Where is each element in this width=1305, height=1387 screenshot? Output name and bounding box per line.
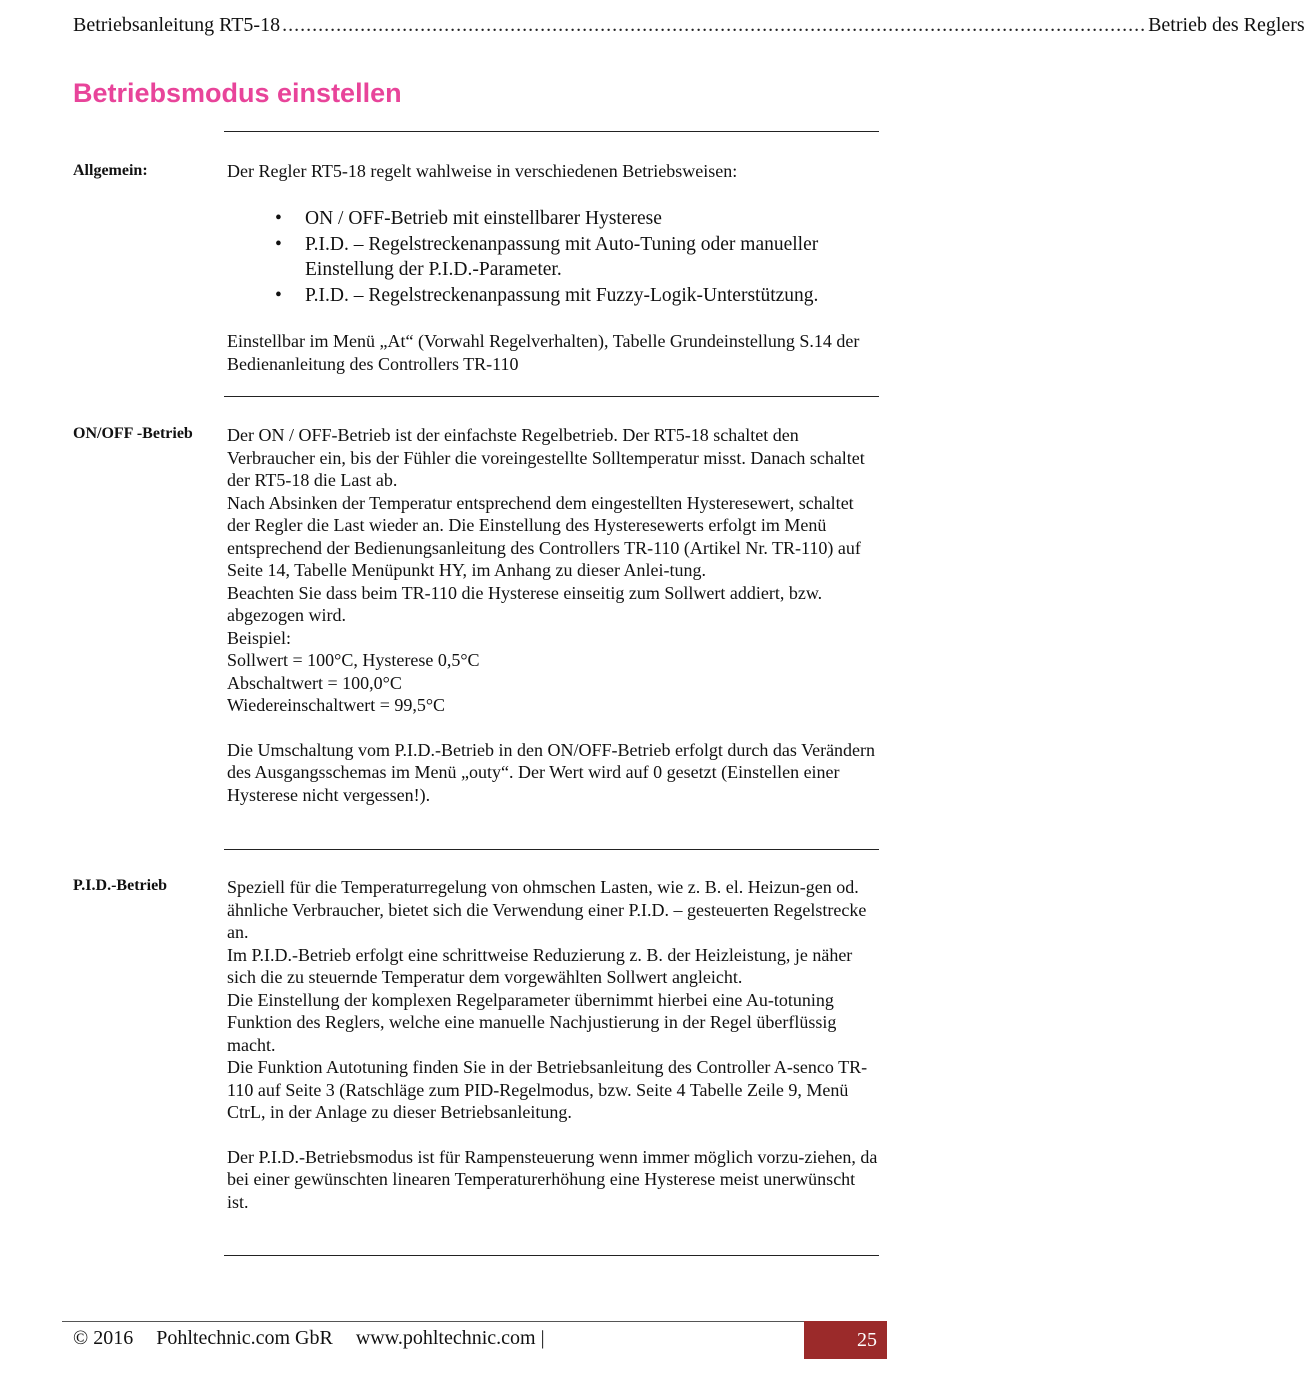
pid-p5: Der P.I.D.-Betriebsmodus ist für Rampensteuerung wenn immer möglich vorzu-ziehen, da bei einer gewünschten linearen Temperaturerhöhung eine Hysterese meist unerwünscht ist. xyxy=(227,1146,878,1212)
bullet-icon: • xyxy=(275,284,282,306)
onoff-body xyxy=(227,424,879,806)
section-label-pid: P.I.D.-Betrieb xyxy=(73,877,168,894)
section-label-allgemein: Allgemein: xyxy=(73,162,148,179)
divider-4 xyxy=(224,1255,879,1256)
onoff-p6: Abschaltwert = 100,0°C xyxy=(227,672,402,693)
list-item: • P.I.D. – Regelstreckenanpassung mit Fuzzy-Logik-Unterstützung. xyxy=(275,283,885,309)
pid-p3: Die Einstellung der komplexen Regelparameter übernimmt hierbei eine Au-totuning Funktion des Reglers, welche eine manuelle Nachjustierung in der Regel überflüssig macht. xyxy=(227,989,837,1055)
footer-company: Pohltechnic.com GbR xyxy=(156,1327,333,1349)
header-leader-dots: ................................................................................................................................................ xyxy=(282,14,1147,36)
footer-rule xyxy=(62,1321,804,1322)
footer-copyright: © 2016 xyxy=(73,1327,134,1349)
running-header xyxy=(73,14,1305,37)
page-number: 25 xyxy=(804,1321,887,1359)
allgemein-intro xyxy=(227,160,879,183)
divider-3 xyxy=(224,849,879,850)
pid-body xyxy=(227,876,879,1213)
onoff-p7: Wiedereinschaltwert = 99,5°C xyxy=(227,695,446,715)
onoff-p1: Der ON / OFF-Betrieb ist der einfachste Regelbetrieb. Der RT5-18 schaltet den Verbraucher ein, bis der Fühler die voreingestellte Solltemperatur misst. Danach schaltet der RT5-18 die Last ab. xyxy=(227,425,865,490)
bullet-icon: • xyxy=(275,233,282,255)
section-label-onoff: ON/OFF -Betrieb xyxy=(73,425,193,442)
pid-p2: Im P.I.D.-Betrieb erfolgt eine schrittweise Reduzierung z. B. der Heizleistung, je näher sich die zu steuernde Temperatur dem vorgewählten Sollwert angleicht. xyxy=(227,944,853,987)
pid-p4: Die Funktion Autotuning finden Sie in der Betriebsanleitung des Controller A-senco TR-110 auf Seite 3 (Ratschläge zum PID-Regelmodus, bzw. Seite 4 Tabelle Zeile 9, Menü CtrL, in der Anlage zu dieser Betriebsanleitung. xyxy=(227,1057,868,1122)
list-item: • P.I.D. – Regelstreckenanpassung mit Auto-Tuning oder manueller Einstellung der P.I.D.-Parameter. xyxy=(275,233,819,280)
allgemein-intro-text: Der Regler RT5-18 regelt wahlweise in verschiedenen Betriebsweisen: xyxy=(227,161,738,181)
onoff-p5: Sollwert = 100°C, Hysterese 0,5°C xyxy=(227,650,480,670)
page-title: Betriebsmodus einstellen xyxy=(73,78,402,108)
onoff-p2: Nach Absinken der Temperatur entsprechend dem eingestellten Hysteresewert, schaltet der Regler die Last wieder an. Die Einstellung des Hysteresewerts erfolgt im Menü entsprechend der Bedienungsanleitung des Controllers TR-110 (Artikel Nr. TR-110) auf Seite 14, Tabelle Menüpunkt HY, im Anhang zu dieser Anlei-tung. xyxy=(227,492,861,580)
mode-list xyxy=(275,206,885,308)
footer-url: www.pohltechnic.com | xyxy=(355,1327,545,1349)
allgemein-note xyxy=(227,330,879,375)
onoff-p4: Beispiel: xyxy=(227,627,291,648)
allgemein-note-text: Einstellbar im Menü „At“ (Vorwahl Regelverhalten), Tabelle Grundeinstellung S.14 der Bedienanleitung des Controllers TR-110 xyxy=(227,331,860,374)
pid-p1: Speziell für die Temperaturregelung von ohmschen Lasten, wie z. B. el. Heizun-gen od. ähnliche Verbraucher, bietet sich die Verwendung einer P.I.D. – gesteuerten Regelstrecke an. xyxy=(227,877,867,942)
onoff-p8: Die Umschaltung vom P.I.D.-Betrieb in den ON/OFF-Betrieb erfolgt durch das Verändern des Ausgangsschemas im Menü „outy“. Der Wert wird auf 0 gesetzt (Einstellen einer Hysterese nicht vergessen!). xyxy=(227,739,876,805)
divider-2 xyxy=(224,396,879,397)
header-left: Betriebsanleitung RT5-18 xyxy=(73,14,281,36)
header-right: Betrieb des Reglers xyxy=(1148,14,1305,36)
bullet-icon: • xyxy=(275,208,282,229)
footer xyxy=(73,1327,563,1350)
divider-1 xyxy=(224,131,879,132)
list-item: • ON / OFF-Betrieb mit einstellbarer Hysterese xyxy=(275,206,885,232)
onoff-p3: Beachten Sie dass beim TR-110 die Hysterese einseitig zum Sollwert addiert, bzw. abgezogen wird. xyxy=(227,582,823,625)
